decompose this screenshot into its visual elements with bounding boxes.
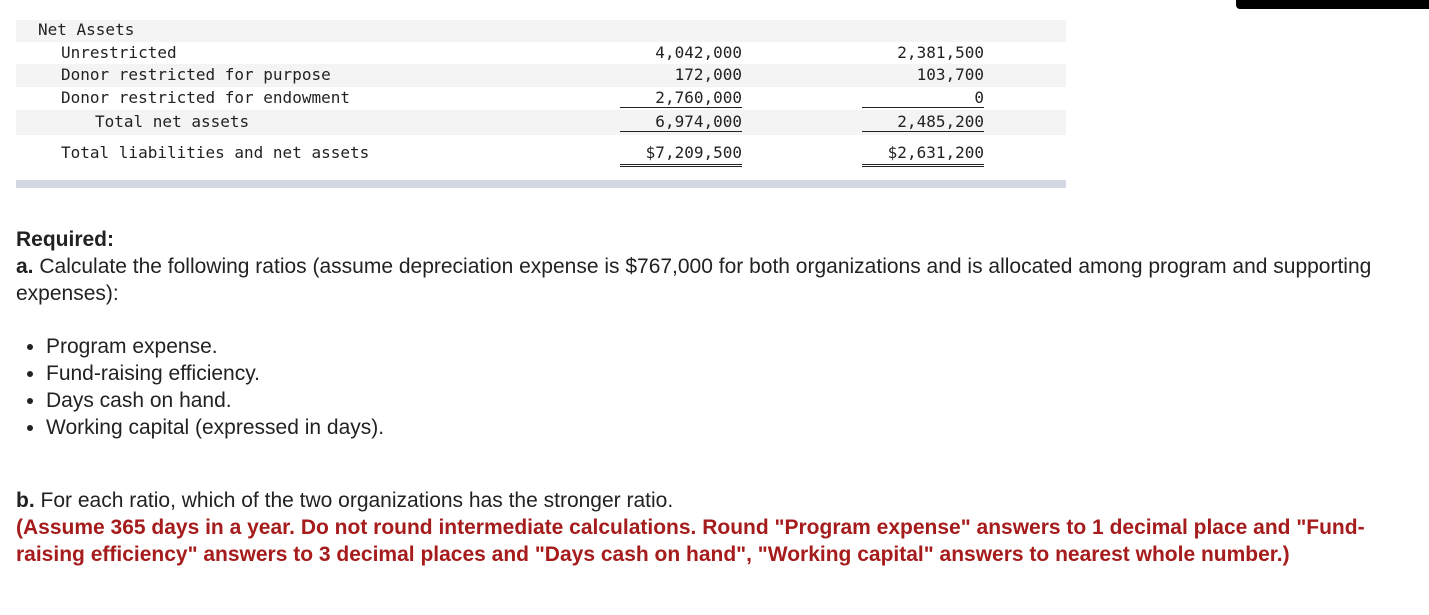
part-b-label: b. [16, 489, 35, 512]
row-value-col2: $2,631,200 [862, 143, 984, 167]
table-row [16, 64, 1066, 87]
table-row-grand-total [16, 135, 1066, 175]
row-value-col1: 4,042,000 [655, 43, 742, 62]
table-bottom-bar [16, 180, 1066, 188]
rounding-instructions: (Assume 365 days in a year. Do not round intermediate calculations. Round "Program expense" answers to 1 decimal place and "Fund-raising efficiency" answers to 3 decimal places and "Days cash on hand", "Working capital" answers to nearest whole number.) [16, 516, 1365, 566]
table-row [16, 42, 1066, 64]
part-a-text [16, 253, 1416, 307]
required-section [16, 226, 1416, 441]
ratio-list [16, 333, 1416, 441]
table-header-row [16, 20, 1066, 42]
row-value-col1: 6,974,000 [620, 112, 742, 132]
part-b-section [16, 487, 1416, 568]
table-row [16, 87, 1066, 110]
part-a-label: a. [16, 255, 34, 278]
part-b-text [16, 487, 1416, 514]
row-value-col1: $7,209,500 [620, 143, 742, 167]
row-value-col2: 2,485,200 [862, 112, 984, 132]
top-right-black-bar [1236, 0, 1429, 9]
list-item: • Days cash on hand. [46, 387, 1416, 414]
row-value-col2: 103,700 [916, 65, 984, 84]
part-b-body: For each ratio, which of the two organizations has the stronger ratio. [34, 489, 674, 512]
row-value-col1: 2,760,000 [620, 88, 742, 108]
net-assets-table [16, 20, 1066, 175]
list-item: • Fund-raising efficiency. [46, 360, 1416, 387]
part-a-body: Calculate the following ratios (assume depreciation expense is $767,000 for both organizations and is allocated among program and supporting expenses): [16, 255, 1372, 305]
net-assets-header: Net Assets [38, 20, 135, 39]
row-label: Donor restricted for endowment [61, 88, 350, 107]
row-label: Total liabilities and net assets [61, 143, 370, 162]
row-label: Unrestricted [61, 43, 177, 62]
row-label: Donor restricted for purpose [61, 65, 331, 84]
row-label: Total net assets [95, 112, 250, 131]
row-value-col2: 0 [862, 88, 984, 108]
row-value-col2: 2,381,500 [897, 43, 984, 62]
list-item: • Program expense. [46, 333, 1416, 360]
table-row-total [16, 110, 1066, 135]
list-item: • Working capital (expressed in days). [46, 414, 1416, 441]
required-heading: Required: [16, 228, 115, 251]
row-value-col1: 172,000 [674, 65, 742, 84]
